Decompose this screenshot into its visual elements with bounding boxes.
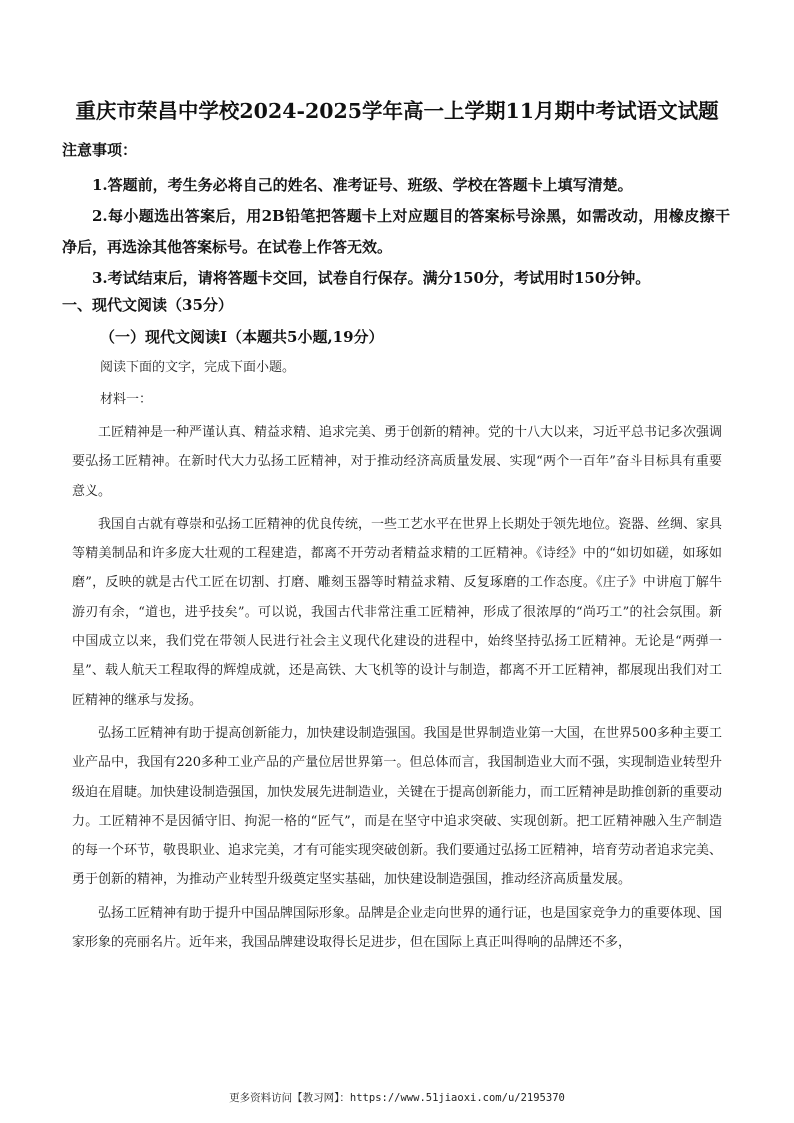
notice-list	[62, 170, 730, 294]
material-label: 材料一：	[100, 392, 153, 407]
notice-item: 3.考试结束后，请将答题卡交回，试卷自行保存。满分150分，考试用时150分钟。	[92, 269, 651, 287]
passage-paragraph: 弘扬工匠精神有助于提升中国品牌国际形象。品牌是企业走向世界的通行证，也是国家竞争力的重要体现、国家形象的亮丽名片。近年来，我国品牌建设取得长足进步，但在国际上真正叫得响的品牌还不多，	[72, 905, 723, 951]
subsection-heading: （一）现代文阅读Ⅰ（本题共5小题,19分）	[100, 328, 384, 346]
passage-paragraph: 工匠精神是一种严谨认真、精益求精、追求完美、勇于创新的精神。党的十八大以来，习近平总书记多次强调要弘扬工匠精神。在新时代大力弘扬工匠精神，对于推动经济高质量发展、实现“两个一百年”奋斗目标具有重要意义。	[72, 425, 723, 499]
notice-heading: 注意事项：	[62, 141, 138, 159]
reading-passage	[72, 418, 722, 961]
notice-item: 1.答题前，考生务必将自己的姓名、准考证号、班级、学校在答题卡上填写清楚。	[92, 176, 633, 194]
passage-paragraph: 弘扬工匠精神有助于提高创新能力，加快建设制造强国。我国是世界制造业第一大国，在世界500多种主要工业产品中，我国有220多种工业产品的产量位居世界第一。但总体而言，我国制造业大而不强，实现制造业转型升级迫在眉睫。加快建设制造强国，加快发展先进制造业，关键在于提高创新能力，而工匠精神是助推创新的重要动力。工匠精神不是因循守旧、拘泥一格的“匠气”，而是在坚守中追求突破、实现创新。把工匠精神融入生产制造的每一个环节，敬畏职业、追求完美，才有可能实现突破创新。我们要通过弘扬工匠精神，培育劳动者追求完美、勇于创新的精神，为推动产业转型升级奠定坚实基础，加快建设制造强国，推动经济高质量发展。	[72, 725, 723, 888]
passage-paragraph: 我国自古就有尊崇和弘扬工匠精神的优良传统，一些工艺水平在世界上长期处于领先地位。瓷器、丝绸、家具等精美制品和许多庞大壮观的工程建造，都离不开劳动者精益求精的工匠精神。《诗经》中的“如切如磋，如琢如磨”，反映的就是古代工匠在切割、打磨、雕刻玉器等时精益求精、反复琢磨的工作态度。《庄子》中讲庖丁解牛游刃有余，“道也，进乎技矣”。可以说，我国古代非常注重工匠精神，形成了很浓厚的“尚巧工”的社会氛围。新中国成立以来，我们党在带领人民进行社会主义现代化建设的进程中，始终坚持弘扬工匠精神。无论是“两弹一星”、载人航天工程取得的辉煌成就，还是高铁、大飞机等的设计与制造，都离不开工匠精神，都展现出我们对工匠精神的继承与发扬。	[72, 516, 723, 708]
exam-title: 重庆市荣昌中学校2024-2025学年高一上学期11月期中考试语文试题	[75, 99, 719, 123]
notice-item: 2.每小题选出答案后，用2B铅笔把答题卡上对应题目的答案标号涂黑，如需改动，用橡皮擦干净后，再选涂其他答案标号。在试卷上作答无效。	[62, 207, 730, 256]
reading-instruction: 阅读下面的文字，完成下面小题。	[100, 360, 296, 375]
page-footer: 更多资料访问【教习网】：https://www.51jiaoxi.com/u/2195370	[229, 1092, 565, 1104]
section-heading: 一、现代文阅读（35分）	[62, 296, 233, 314]
